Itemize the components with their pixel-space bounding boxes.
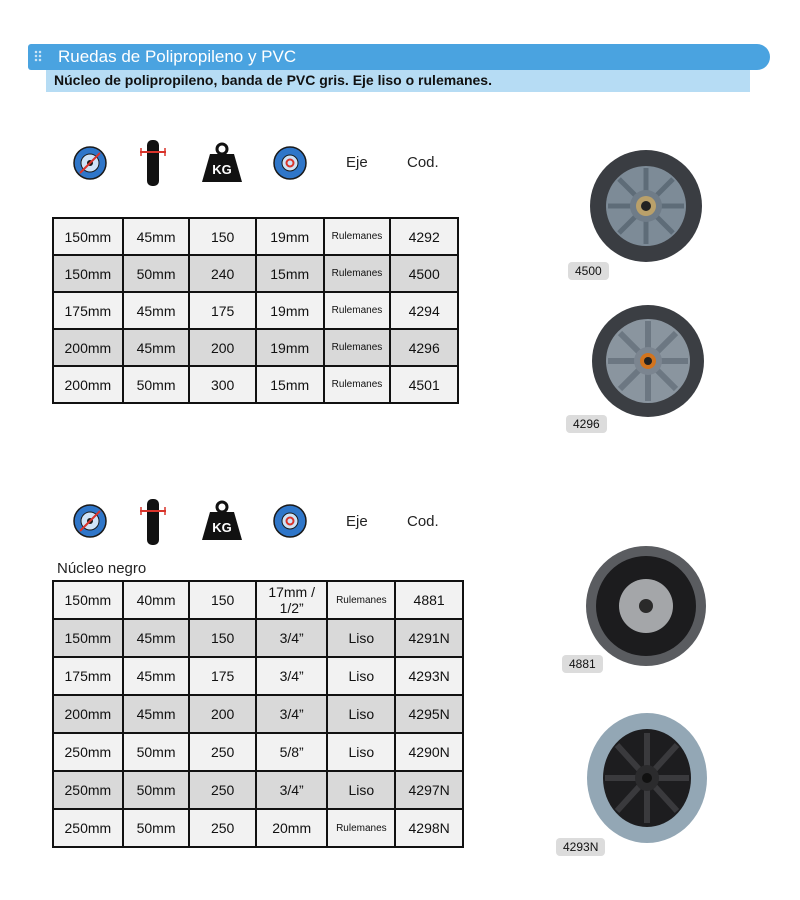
table-cell: 50mm [123, 733, 190, 771]
table-cell: 4291N [395, 619, 463, 657]
photo-code-tag: 4881 [562, 655, 603, 673]
table-cell: 200 [189, 329, 255, 366]
table-cell: 175mm [53, 292, 123, 329]
cod-column-header: Cod. [407, 154, 439, 171]
table-cell: 150 [189, 218, 255, 255]
table-row [53, 733, 463, 771]
table-cell: 3/4” [256, 619, 328, 657]
table-cell: 45mm [123, 218, 190, 255]
table-cell: 200mm [53, 329, 123, 366]
photo-code-tag: 4500 [568, 262, 609, 280]
table-cell: Rulemanes [324, 255, 391, 292]
table-cell: 4294 [390, 292, 458, 329]
table-cell: Liso [327, 695, 395, 733]
table-cell: Rulemanes [324, 366, 391, 403]
section-title-bar [28, 44, 770, 70]
table-cell: 250mm [53, 733, 123, 771]
table-cell: 45mm [123, 695, 190, 733]
table-cell: 200mm [53, 695, 123, 733]
table-cell: Liso [327, 657, 395, 695]
table-cell: 240 [189, 255, 255, 292]
table-row [53, 255, 458, 292]
table-row [53, 218, 458, 255]
tread-width-icon [138, 497, 168, 547]
photo-code-tag: 4296 [566, 415, 607, 433]
table-cell: 200 [189, 695, 255, 733]
table-cell: 50mm [123, 771, 190, 809]
eje-column-header: Eje [346, 154, 368, 171]
table-cell: Liso [327, 619, 395, 657]
table-cell: 40mm [123, 581, 190, 619]
table-cell: 175mm [53, 657, 123, 695]
table-cell: 19mm [256, 329, 324, 366]
wheel-photo-4293N [585, 711, 709, 845]
page-subtitle: Núcleo de polipropileno, banda de PVC gris. Eje liso o rulemanes. [54, 72, 492, 88]
table-cell: Rulemanes [324, 329, 391, 366]
table-cell: 4298N [395, 809, 463, 847]
load-weight-label: KG [212, 162, 232, 177]
table-cell: 45mm [123, 292, 190, 329]
table-cell: 4297N [395, 771, 463, 809]
bore-diameter-icon [272, 503, 308, 539]
table-row [53, 809, 463, 847]
table-cell: 150mm [53, 619, 123, 657]
table-row [53, 329, 458, 366]
table-cell: 15mm [256, 366, 324, 403]
table-cell: 50mm [123, 366, 190, 403]
table-cell: 250 [189, 733, 255, 771]
table-cell: Rulemanes [324, 218, 391, 255]
table-cell: 50mm [123, 809, 190, 847]
photo-code-tag: 4293N [556, 838, 605, 856]
table-cell: 45mm [123, 657, 190, 695]
table-cell: 17mm / 1/2” [256, 581, 328, 619]
table-cell: 300 [189, 366, 255, 403]
table-cell: 50mm [123, 255, 190, 292]
wheel-diameter-icon [72, 503, 108, 539]
wheel-photo-4881 [584, 544, 708, 668]
table-cell: 5/8” [256, 733, 328, 771]
table-cell: 3/4” [256, 695, 328, 733]
table-cell: Rulemanes [327, 581, 395, 619]
table-cell: 45mm [123, 329, 190, 366]
page-title: Ruedas de Polipropileno y PVC [58, 47, 297, 66]
table-cell: 250 [189, 809, 255, 847]
table-cell: 200mm [53, 366, 123, 403]
table-cell: 15mm [256, 255, 324, 292]
table-cell: 4292 [390, 218, 458, 255]
table-row [53, 366, 458, 403]
bore-diameter-icon [272, 145, 308, 181]
eje-column-header: Eje [346, 513, 368, 530]
table-2-label: Núcleo negro [57, 560, 147, 577]
table-row [53, 619, 463, 657]
load-weight-icon [200, 500, 244, 542]
table-cell: 4501 [390, 366, 458, 403]
table-row [53, 657, 463, 695]
table-cell: 4295N [395, 695, 463, 733]
table-cell: 175 [189, 292, 255, 329]
table-cell: 150 [189, 619, 255, 657]
table-cell: 3/4” [256, 657, 328, 695]
table-cell: Liso [327, 733, 395, 771]
load-weight-icon [200, 142, 244, 184]
table-cell: Liso [327, 771, 395, 809]
table-cell: 250 [189, 771, 255, 809]
spec-table-2 [52, 580, 464, 848]
table-cell: 4290N [395, 733, 463, 771]
table-cell: 250mm [53, 771, 123, 809]
table-cell: 150mm [53, 581, 123, 619]
subtitle-bar [46, 70, 750, 92]
table-cell: 4500 [390, 255, 458, 292]
table-cell: Rulemanes [324, 292, 391, 329]
table-cell: 175 [189, 657, 255, 695]
table-cell: 3/4” [256, 771, 328, 809]
table-cell: 4293N [395, 657, 463, 695]
table-row [53, 771, 463, 809]
cod-column-header: Cod. [407, 513, 439, 530]
table-cell: 4881 [395, 581, 463, 619]
spec-table-1 [52, 217, 459, 404]
table-cell: 150mm [53, 255, 123, 292]
table-row [53, 292, 458, 329]
table-cell: Rulemanes [327, 809, 395, 847]
table-cell: 150mm [53, 218, 123, 255]
table-cell: 250mm [53, 809, 123, 847]
table-cell: 150 [189, 581, 255, 619]
table-cell: 20mm [256, 809, 328, 847]
table-cell: 19mm [256, 218, 324, 255]
title-dots-decoration [34, 50, 42, 62]
table-row [53, 695, 463, 733]
load-weight-label: KG [212, 520, 232, 535]
wheel-photo-4500 [588, 148, 704, 264]
wheel-diameter-icon [72, 145, 108, 181]
table-row [53, 581, 463, 619]
table-cell: 4296 [390, 329, 458, 366]
table-cell: 19mm [256, 292, 324, 329]
wheel-photo-4296 [590, 303, 706, 419]
table-cell: 45mm [123, 619, 190, 657]
tread-width-icon [138, 138, 168, 188]
